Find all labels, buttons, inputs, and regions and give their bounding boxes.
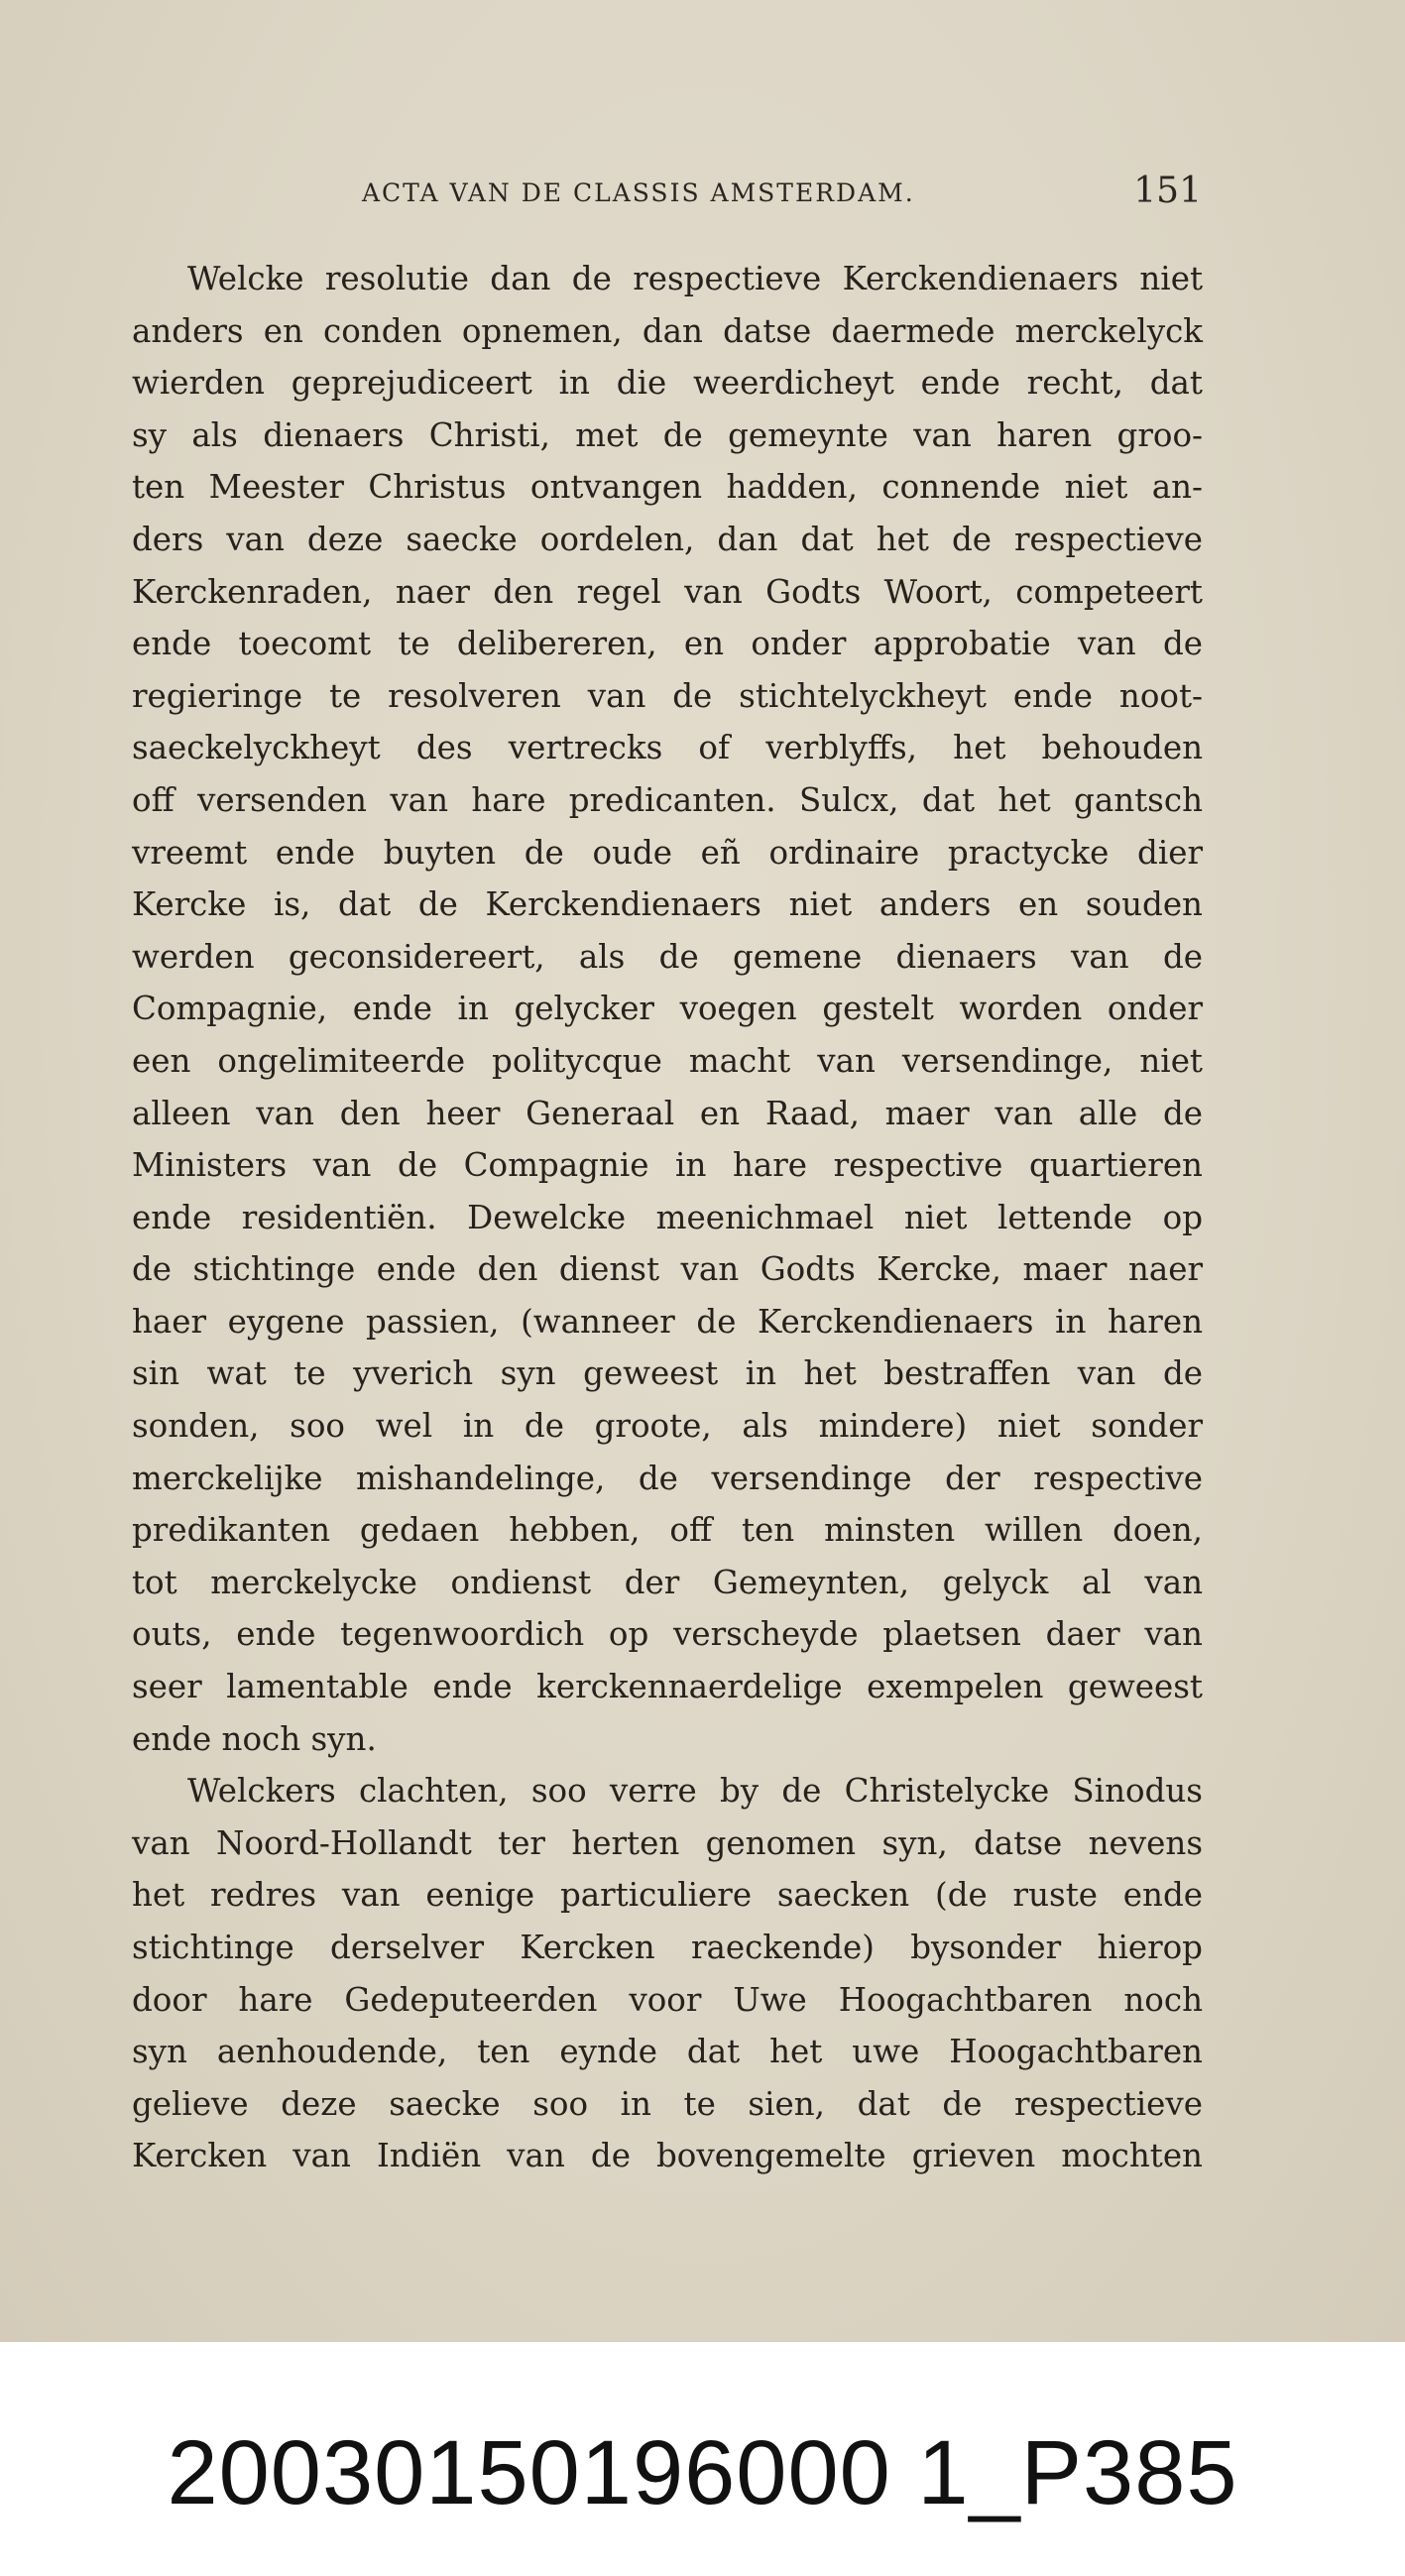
text-line: wierden geprejudiceert in die weerdicheyt ende recht, dat [132,364,1203,403]
text-line: ende residentiën. Dewelcke meenichmael niet lettende op [132,1198,1203,1236]
text-line: Welcke resolutie dan de respectieve Kerckendienaers niet [187,260,1203,297]
text-line: stichtinge derselver Kercken raeckende) bysonder hierop [132,1929,1203,1966]
text-line: syn aenhoudende, ten eynde dat het uwe Hoogachtbaren [132,2033,1203,2071]
text-line: tot merckelycke ondienst der Gemeynten, gelyck al van [132,1563,1203,1601]
text-line: Ministers van de Compagnie in hare respective quartieren [132,1146,1203,1185]
text-line: vreemt ende buyten de oude eñ ordinaire practycke dier [132,833,1203,872]
text-line: door hare Gedeputeerden voor Uwe Hoogachtbaren noch [132,1980,1203,2019]
text-line: sonden, soo wel in de groote, als mindere) niet sonder [132,1407,1203,1446]
text-line: gelieve deze saecke soo in te sien, dat de respectieve [132,2084,1203,2123]
text-line: sin wat te yverich syn geweest in het bestraffen van de [132,1354,1203,1393]
body-text [132,253,1203,2182]
text-line: ende noch syn. [132,1719,377,1758]
text-line: ten Meester Christus ontvangen hadden, connende niet an- [132,468,1203,507]
text-line: haer eygene passien, (wanneer de Kerckendienaers in haren [132,1302,1203,1341]
running-head [0,167,1405,216]
text-line: Kercken van Indiën van de bovengemelte grieven mochten [132,2137,1203,2175]
text-line: Kerckenraden, naer den regel van Godts Woort, competeert [132,572,1203,611]
text-line: van Noord-Hollandt ter herten genomen syn, datse nevens [132,1823,1203,1862]
text-line: de stichtinge ende den dienst van Godts Kercke, maer naer [132,1250,1203,1289]
text-line: off versenden van hare predicanten. Sulcx, dat het gantsch [132,780,1203,819]
text-line: Kercke is, dat de Kerckendienaers niet anders en souden [132,885,1203,924]
text-line: seer lamentable ende kerckennaerdelige exempelen geweest [132,1668,1203,1706]
text-line: sy als dienaers Christi, met de gemeynte van haren groo- [132,415,1203,454]
text-line: ende toecomt te delibereren, en onder approbatie van de [132,625,1203,663]
text-line: alleen van den heer Generaal en Raad, maer van alle de [132,1094,1203,1132]
text-line: Welckers clachten, soo verre by de Christelycke Sinodus [187,1772,1203,1811]
running-title: ACTA VAN DE CLASSIS AMSTERDAM. [362,178,915,207]
text-line: ders van deze saecke oordelen, dan dat het de respectieve [132,520,1203,558]
text-line: werden geconsidereert, als de gemene dienaers van de [132,937,1203,976]
text-line: predikanten gedaen hebben, off ten minsten willen doen, [132,1511,1203,1550]
text-line: outs, ende tegenwoordich op verscheyde plaetsen daer van [132,1615,1203,1654]
text-line: het redres van eenige particuliere saecken (de ruste ende [132,1876,1203,1915]
text-line: regieringe te resolveren van de stichtelyckheyt ende noot- [132,676,1203,715]
text-line: saeckelyckheyt des vertrecks of verblyffs, het behouden [132,729,1203,767]
page-number: 151 [1133,171,1202,211]
text-line: Compagnie, ende in gelycker voegen gestelt worden onder [132,990,1203,1028]
image-id-label: 20030150196000 1_P385 [167,2422,1238,2523]
image-id-caption [0,2342,1405,2576]
text-line: een ongelimiteerde politycque macht van versendinge, niet [132,1041,1203,1080]
text-line: merckelijke mishandelinge, de versendinge der respective [132,1459,1203,1497]
text-line: anders en conden opnemen, dan datse daermede merckelyck [132,311,1203,350]
